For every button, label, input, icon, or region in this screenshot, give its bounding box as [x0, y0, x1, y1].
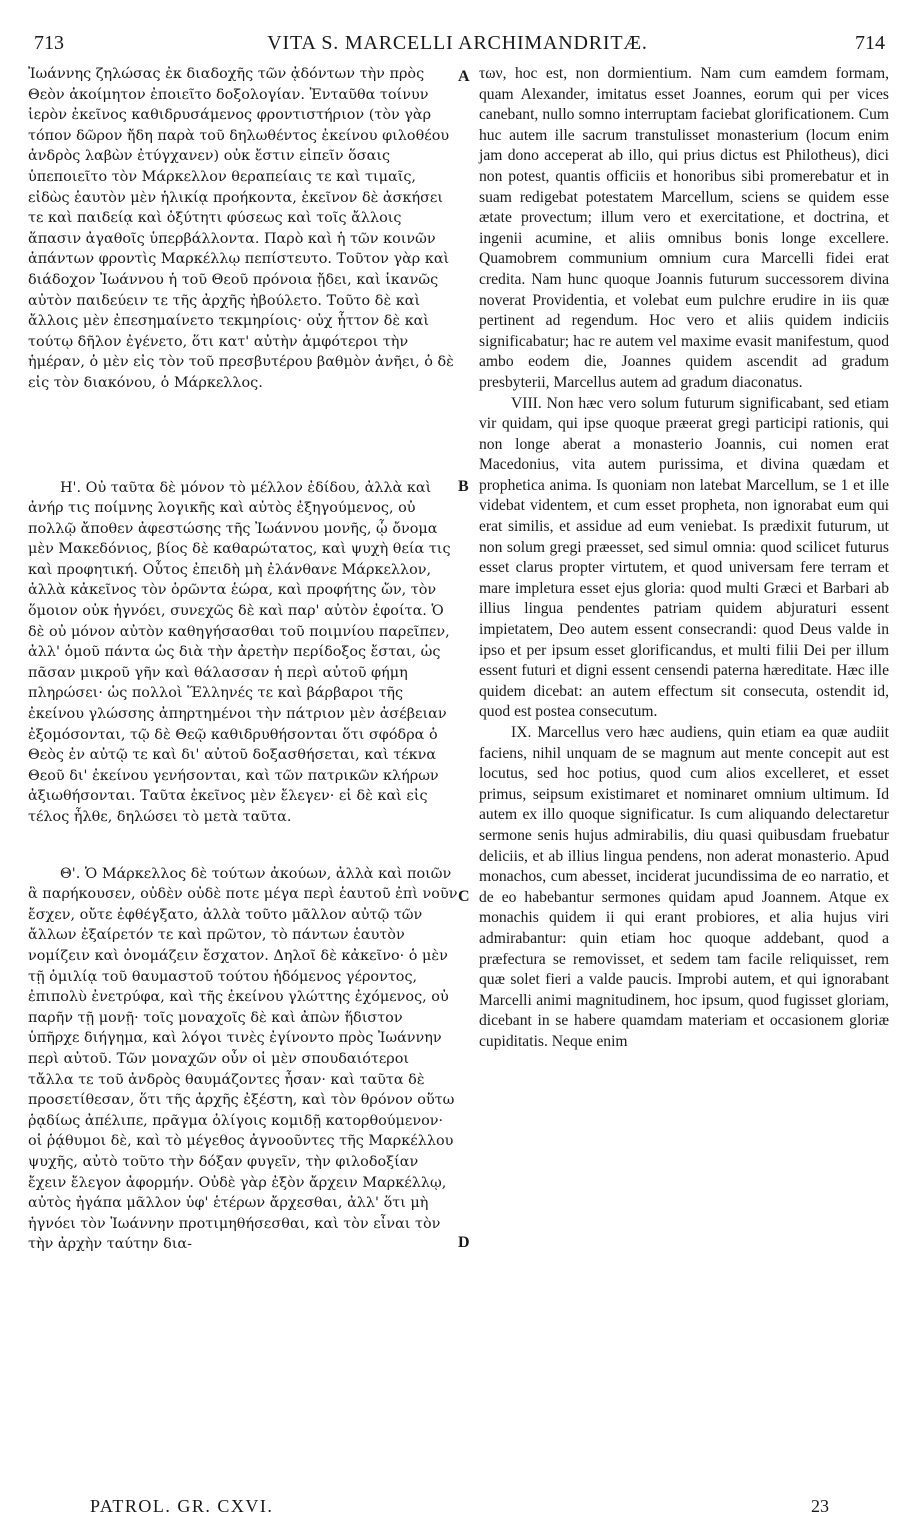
page-header [30, 30, 885, 62]
greek-spacer [28, 828, 458, 864]
greek-paragraph-1: Ἰωάννης ζηλώσας ἐκ διαδοχῆς τῶν ᾀδόντων τὴν πρὸς Θεὸν ἀκοίμητον ἐποιεῖτο δοξολογίαν. Ἐνταῦθα τοίνυν ἱερὸν ἐκεῖνος καθιδρυσάμενος φροντιστήριον (τὸν γὰρ τόπον δῶρον ἤδη παρὰ τοῦ δηλωθέντος ἐκείνου φιλοθέου ἀνδρὸς λαβὼν ἐτύγχανεν) οὐκ ἔστιν εἰπεῖν ὅσαις ὑπεποιεῖτο τὸν Μάρκελλον θεραπείαις τε καὶ τιμαῖς, εἰδὼς ἑαυτὸν μὲν ἡλικίᾳ προήκοντα, ἐκεῖνον δὲ ἀσκήσει τε καὶ παιδείᾳ καὶ ὀξύτητι φύσεως καὶ τοῖς ἄλλοις ἅπασιν ἀγαθοῖς ὑπερβάλλοντα. Παρὸ καὶ ἡ τῶν κοινῶν ἁπάντων φροντὶς Μαρκέλλῳ πεπίστευτο. Τοῦτον γὰρ καὶ διάδοχον Ἰωάννου ἡ τοῦ Θεοῦ πρόνοια ᾔδει, καὶ ἱκανῶς αὐτὸν παιδεύειν τε τῆς ἀρχῆς ἠβούλετο. Τοῦτο δὲ καὶ ἄλλοις μὲν ἐπεσημαίνετο τεκμηρίοις· οὐχ ἧττον δὲ καὶ τούτῳ δῆλον ἐγένετο, ὅτι κατ' αὐτὴν ἀμφότεροι τὴν ἡμέραν, ὁ μὲν εἰς τὸν τοῦ πρεσβυτέρου βαθμὸν ἀνῆει, ὁ δὲ εἰς τὸν διακόνου, ὁ Μάρκελλος. [28, 66, 454, 391]
greek-spacer [28, 394, 458, 478]
latin-column [479, 64, 889, 1053]
latin-paragraph-section-8: VIII. Non hæc vero solum futurum significabant, sed etiam vir quidam, qui ipse quoque præerat gregi participi rationis, qui non longe aberat a monasterio Joannis, cui nomen erat Macedonius, vita autem purissima, et divina quædam et prophetica anima. Is quoniam non latebat Marcellum, se 1 et ille videbat videntem, et cum esset propheta, non ignorabat eum qui erat similis, et assidue ad eum veniebat. Is prædixit futurum, ut non solum gregi præesset, sed simul omnia: quod scilicet futurus esset clarus propter virtutem, et quod universam fere terram et mare impletura esset ejus gloria: quod multi Græci et Barbari ab illius lingua pendentes patriam quidem abjuraturi essent impietatem, Deo autem essent consecrandi: quod Deus valde in ipso et per ipsum esset glorificandus, et multi filii Dei per illum essent futuri et digni essent censendi paterna hæreditate. Hæc ille quidem dicebat: an autem effectum sit consecuta, ostendit id, quod est postea consecutum. [479, 394, 889, 721]
greek-paragraph-section-8: Η'. Οὐ ταῦτα δὲ μόνον τὸ μέλλον ἐδίδου, ἀλλὰ καὶ ἀνήρ τις ποίμνης λογικῆς καὶ αὐτὸς ἐξηγούμενος, οὐ πολλῷ ἄποθεν ἀφεστώσης τῆς Ἰωάννου μονῆς, ᾧ ὄνομα μὲν Μακεδόνιος, βίος δὲ καθαρώτατος, καὶ ψυχὴ θεία τις καὶ προφητική. Οὗτος ἐπειδὴ μὴ ἐλάνθανε Μάρκελλον, ἀλλὰ κἀκεῖνος τὸν ὁρῶντα ἑώρα, καὶ προφήτης ὤν, τὸν ὅμοιον οὐκ ἠγνόει, συνεχῶς δὲ καὶ παρ' αὐτὸν ἐφοίτα. Ὁ δὲ οὐ μόνον αὐτὸν καθηγήσασθαι τοῦ ποιμνίου παρεῖπεν, ἀλλ' ὁμοῦ πάντα ὡς διὰ τὴν ἀρετὴν περίδοξος ἔσται, ὡς πᾶσαν μικροῦ γῆν καὶ θάλασσαν ἡ περὶ αὐτοῦ φήμη πληρώσει· ὡς πολλοὶ Ἕλληνές τε καὶ βάρβαροι τῆς ἐκείνου γλώσσης ἀπηρτημένοι τὴν πάτριον μὲν ἀσέβειαν ἐξομόσονται, τῷ δὲ Θεῷ καθιδρυθήσονται ὅτι σφόδρα ὁ Θεὸς ἐν αὐτῷ τε καὶ δι' αὐτοῦ δοξασθήσεται, καὶ τέκνα Θεοῦ δι' ἐκείνου γενήσονται, καὶ τῶν πατρικῶν κλήρων ἀξιωθήσονται. Ταῦτα ἐκεῖνος μὲν ἔλεγεν· εἰ δὲ καὶ εἰς τέλος ἦλθε, δηλώσει τὸ μετὰ ταῦτα. [28, 479, 451, 825]
section-marker-c: C [458, 888, 470, 905]
section-marker-b: B [458, 478, 469, 495]
greek-paragraph-section-9: Θ'. Ὁ Μάρκελλος δὲ τούτων ἀκούων, ἀλλὰ καὶ ποιῶν ἃ παρήκουσεν, οὐδὲν οὐδὲ ποτε μέγα περὶ ἑαυτοῦ ἐπὶ νοῦν ἔσχεν, οὔτε ἐφθέγξατο, ἀλλὰ τοῦτο μᾶλλον αὐτῷ τῶν ἄλλων ἐξαίρετόν τε καὶ πρῶτον, τὸ πάντων ἑαυτὸν νομίζειν καὶ ὀνομάζειν ἔσχατον. Δηλοῖ δὲ κἀκεῖνο· ὁ μὲν τῇ ὁμιλίᾳ τοῦ θαυμαστοῦ τούτου ἡδόμενος γέροντος, ἐπιπολὺ ἐνετρύφα, καὶ τῆς ἐκείνου γλώττης ἐχόμενος, οὐ παρῆν τῇ μονῇ· τοῖς μοναχοῖς δὲ καὶ ἀπὼν ἥδιστον ὑπῆρχε διήγημα, καὶ λόγοι τινὲς ἐγίνοντο πρὸς Ἰωάννην περὶ αὐτοῦ. Τῶν μοναχῶν οὖν οἱ μὲν σπουδαιότεροι τἄλλα τε τοῦ ἀνδρὸς θαυμάζοντες ἦσαν· καὶ ταῦτα δὲ προσετίθεσαν, ὅτι τῆς ἀρχῆς ἐξέστη, καὶ τὸν θρόνον οὕτω ῥᾳδίως ἀπέλιπε, πρᾶγμα ὀλίγοις κομιδῇ κατορθούμενον· οἱ ῥᾴθυμοι δὲ, καὶ τὸ μέγεθος ἀγνοοῦντες τῆς Μαρκέλλου ψυχῆς, αὐτὸ τοῦτο τὴν δόξαν φυγεῖν, τὴν φιλοδοξίαν ἔχειν ἔλεγον ἀφορμήν. Οὐδὲ γὰρ ἐξὸν ἄρχειν Μαρκέλλῳ, αὐτὸς ἠγάπα μᾶλλον ὑφ' ἑτέρων ἄρχεσθαι, ἀλλ' ὅτι μὴ ἠγνόει τὸν Ἰωάννην προτιμηθήσεσθαι, καὶ τὸν εἶναι τὸν τὴν ἀρχὴν ταύτην δια- [28, 865, 458, 1253]
section-marker-a: A [458, 68, 470, 85]
latin-paragraph-1: των, hoc est, non dormientium. Nam cum eamdem formam, quam Alexander, imitatus esset Joannes, eorum qui per vices canebant, nullo somno interruptam faciebat glorificationem. Cum huc autem ille sacrum transtulisset monasterium (locum enim jam dono acceperat ab illo, qui prius dictus est Philotheus), dici non potest, quantis officiis et honoribus sibi promerebatur et in suam redigebat potestatem Marcellum, sciens se quidem esse ætate provectum; illum vero et exercitatione, et doctrina, et ingenii acumine, et aliis omnibus bonis longe excellere. Quamobrem communium omnium cura Marcelli fidei erat credita. Nam hunc quoque Joannis futurum successorem divina noverat Providentia, et volebat eum pulchre erudire in iis quæ pertinent ad regendum. Hoc vero et aliis quidem indiciis significabatur; hac re autem vel maxime evasit manifestum, quod ambo eodem die, Joannes quidem ascendit ad gradum presbyterii, Marcellus autem ad gradum diaconatus. [479, 65, 889, 391]
section-marker-d: D [458, 1234, 470, 1251]
page-number-left: 713 [34, 32, 64, 54]
running-title: VITA S. MARCELLI ARCHIMANDRITÆ. [267, 32, 648, 54]
footer-signature: 23 [811, 1496, 829, 1516]
footer-volume: PATROL. GR. CXVI. [90, 1496, 274, 1516]
latin-paragraph-section-9: IX. Marcellus vero hæc audiens, quin etiam ea quæ audiit faciens, nihil unquam de se magnum aut mente concepit aut est locutus, sed hoc potius, quod cum alios excelleret, et esset primus, seipsum existimaret et nominaret omnium ultimum. Id autem ex illo quoque significatur. Is cum aliquando delectaretur sermone senis hujus admirabilis, diu quasi quibusdam fruebatur deliciis, et ab illius lingua pendens, non aderat monasterio. Apud monachos, cum abesset, inciderat jucundissima de eo narratio, et de eo habebantur sermones quidam apud Joannem. Atque ex monachis quidem ii qui erant probiores, et alia hujus viri admirabantur: quin etiam hoc quoque addebant, quod a præfectura se removisset, et sedem tam facile reliquisset, rem quæ solet fieri a valde paucis. Improbi autem, et qui ignorabant Marcelli animi magnitudinem, hoc ipsum, quod fugisset gloriam, dicebant in se habere quamdam materiam et occasionem gloriæ cupiditatis. Neque enim [479, 724, 889, 1050]
greek-column [28, 64, 458, 1255]
page-number-right: 714 [855, 32, 885, 54]
page-footer [90, 1496, 829, 1522]
